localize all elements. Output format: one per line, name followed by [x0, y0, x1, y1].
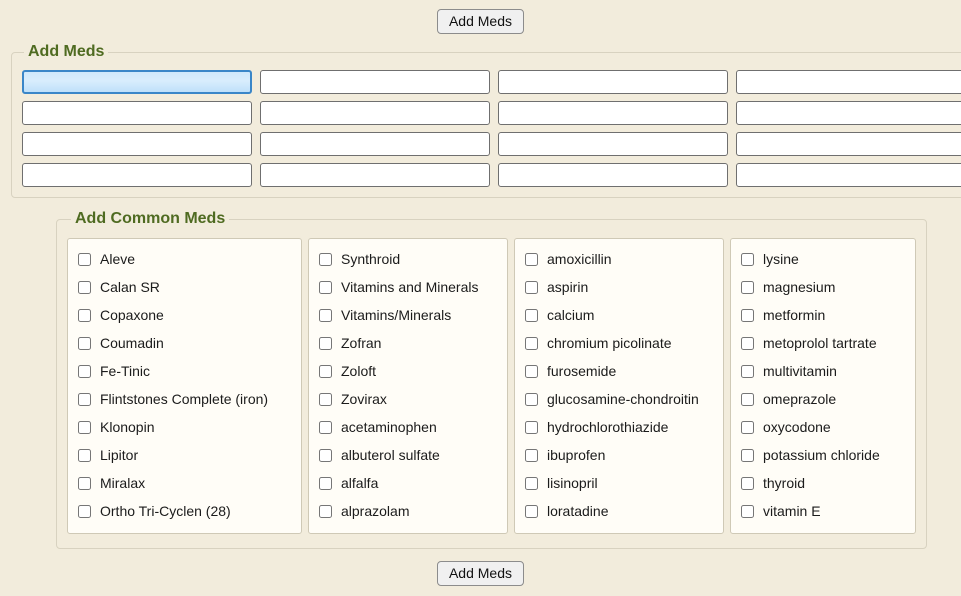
common-med-checkbox[interactable]	[319, 253, 332, 266]
common-med-checkbox[interactable]	[525, 337, 538, 350]
common-med-label[interactable]: omeprazole	[763, 391, 837, 407]
common-med-checkbox[interactable]	[78, 337, 91, 350]
common-med-checkbox[interactable]	[741, 449, 754, 462]
common-med-checkbox[interactable]	[319, 421, 332, 434]
common-med-checkbox[interactable]	[319, 337, 332, 350]
common-med-label[interactable]: acetaminophen	[341, 419, 437, 435]
common-med-row[interactable]	[317, 245, 499, 273]
med-name-input-14[interactable]	[260, 163, 490, 187]
common-med-checkbox[interactable]	[319, 309, 332, 322]
med-name-input-13[interactable]	[22, 163, 252, 187]
common-med-row[interactable]	[76, 245, 293, 273]
common-med-row[interactable]	[317, 385, 499, 413]
med-name-input-4[interactable]	[736, 70, 961, 94]
common-med-label[interactable]: multivitamin	[763, 363, 837, 379]
common-med-label[interactable]: Copaxone	[100, 307, 164, 323]
common-med-checkbox[interactable]	[741, 393, 754, 406]
common-med-label[interactable]: Zoloft	[341, 363, 377, 379]
common-med-checkbox[interactable]	[525, 421, 538, 434]
common-med-checkbox[interactable]	[741, 281, 754, 294]
common-med-label[interactable]: potassium chloride	[763, 447, 880, 463]
common-meds-column-2	[308, 238, 508, 534]
common-med-label[interactable]: lysine	[763, 251, 799, 267]
common-med-row[interactable]	[739, 413, 907, 441]
common-med-row[interactable]	[739, 357, 907, 385]
med-name-input-16[interactable]	[736, 163, 961, 187]
common-med-checkbox[interactable]	[78, 281, 91, 294]
common-med-checkbox[interactable]	[741, 253, 754, 266]
common-med-checkbox[interactable]	[525, 281, 538, 294]
common-med-row[interactable]	[523, 441, 715, 469]
common-med-label[interactable]: lisinopril	[547, 475, 598, 491]
common-med-row[interactable]	[76, 413, 293, 441]
common-med-checkbox[interactable]	[78, 449, 91, 462]
common-med-row[interactable]	[739, 273, 907, 301]
common-med-label[interactable]: Zofran	[341, 335, 382, 351]
med-name-input-1[interactable]	[22, 70, 252, 94]
top-button-row	[0, 0, 961, 34]
common-med-row[interactable]	[739, 441, 907, 469]
common-med-row[interactable]	[76, 301, 293, 329]
common-med-label[interactable]: Fe-Tinic	[100, 363, 151, 379]
common-med-row[interactable]	[523, 329, 715, 357]
common-med-row[interactable]	[523, 273, 715, 301]
common-med-label[interactable]: Zovirax	[341, 391, 387, 407]
common-med-row[interactable]	[523, 357, 715, 385]
common-med-row[interactable]	[76, 497, 293, 525]
common-med-row[interactable]	[76, 273, 293, 301]
add-meds-input-grid	[20, 67, 961, 187]
common-med-label[interactable]: Vitamins/Minerals	[341, 307, 452, 323]
common-med-label[interactable]: alfalfa	[341, 475, 379, 491]
common-med-label[interactable]: Flintstones Complete (iron)	[100, 391, 269, 407]
common-med-row[interactable]	[76, 385, 293, 413]
common-med-checkbox[interactable]	[78, 309, 91, 322]
common-med-row[interactable]	[523, 497, 715, 525]
common-med-row[interactable]	[317, 413, 499, 441]
common-med-label[interactable]: loratadine	[547, 503, 609, 519]
med-name-input-10[interactable]	[260, 132, 490, 156]
add-meds-button-top[interactable]: Add Meds	[437, 9, 524, 34]
common-med-row[interactable]	[739, 469, 907, 497]
common-med-row[interactable]	[739, 301, 907, 329]
common-meds-fieldset	[56, 210, 927, 549]
common-med-row[interactable]	[523, 385, 715, 413]
med-name-input-8[interactable]	[736, 101, 961, 125]
common-med-checkbox[interactable]	[319, 365, 332, 378]
common-med-label[interactable]: albuterol sulfate	[341, 447, 440, 463]
common-med-checkbox[interactable]	[78, 365, 91, 378]
common-med-label[interactable]: aspirin	[547, 279, 589, 295]
common-med-row[interactable]	[739, 385, 907, 413]
common-med-row[interactable]	[317, 357, 499, 385]
common-med-label[interactable]: Calan SR	[100, 279, 160, 295]
common-med-row[interactable]	[739, 497, 907, 525]
common-med-checkbox[interactable]	[525, 309, 538, 322]
common-med-label[interactable]: Synthroid	[341, 251, 401, 267]
common-med-label[interactable]: ibuprofen	[547, 447, 606, 463]
common-med-row[interactable]	[317, 301, 499, 329]
add-meds-fieldset	[11, 43, 961, 198]
common-med-label[interactable]: glucosamine-chondroitin	[547, 391, 699, 407]
common-med-checkbox[interactable]	[525, 253, 538, 266]
bottom-button-row	[0, 549, 961, 586]
common-med-label[interactable]: Lipitor	[100, 447, 139, 463]
common-med-row[interactable]	[523, 245, 715, 273]
common-med-checkbox[interactable]	[525, 477, 538, 490]
common-med-row[interactable]	[76, 469, 293, 497]
common-med-label[interactable]: hydrochlorothiazide	[547, 419, 669, 435]
common-med-label[interactable]: Vitamins and Minerals	[341, 279, 479, 295]
common-med-checkbox[interactable]	[319, 505, 332, 518]
med-name-input-9[interactable]	[22, 132, 252, 156]
common-med-checkbox[interactable]	[78, 477, 91, 490]
med-name-input-5[interactable]	[22, 101, 252, 125]
common-med-checkbox[interactable]	[525, 365, 538, 378]
common-med-checkbox[interactable]	[741, 309, 754, 322]
common-med-checkbox[interactable]	[319, 393, 332, 406]
common-med-label[interactable]: furosemide	[547, 363, 617, 379]
common-med-label[interactable]: Aleve	[100, 251, 136, 267]
med-name-input-3[interactable]	[498, 70, 728, 94]
med-name-input-12[interactable]	[736, 132, 961, 156]
common-med-row[interactable]	[317, 441, 499, 469]
common-med-checkbox[interactable]	[525, 449, 538, 462]
common-med-label[interactable]: chromium picolinate	[547, 335, 672, 351]
common-med-row[interactable]	[317, 329, 499, 357]
common-med-checkbox[interactable]	[741, 477, 754, 490]
common-med-checkbox[interactable]	[78, 421, 91, 434]
common-med-checkbox[interactable]	[78, 505, 91, 518]
med-name-input-2[interactable]	[260, 70, 490, 94]
common-med-row[interactable]	[76, 357, 293, 385]
common-med-checkbox[interactable]	[319, 281, 332, 294]
common-med-checkbox[interactable]	[741, 421, 754, 434]
common-meds-column-4	[730, 238, 916, 534]
med-name-input-11[interactable]	[498, 132, 728, 156]
med-name-input-15[interactable]	[498, 163, 728, 187]
common-med-row[interactable]	[523, 301, 715, 329]
med-name-input-6[interactable]	[260, 101, 490, 125]
common-meds-legend: Add Common Meds	[75, 210, 226, 227]
common-med-label[interactable]: metformin	[763, 307, 826, 323]
common-med-checkbox[interactable]	[741, 505, 754, 518]
common-med-label[interactable]: Ortho Tri-Cyclen (28)	[100, 503, 231, 519]
common-med-row[interactable]	[739, 245, 907, 273]
common-med-checkbox[interactable]	[525, 505, 538, 518]
common-med-label[interactable]: vitamin E	[763, 503, 821, 519]
med-name-input-7[interactable]	[498, 101, 728, 125]
common-med-checkbox[interactable]	[525, 393, 538, 406]
common-med-checkbox[interactable]	[78, 393, 91, 406]
common-med-row[interactable]	[317, 497, 499, 525]
common-med-checkbox[interactable]	[741, 337, 754, 350]
common-med-row[interactable]	[523, 469, 715, 497]
common-med-label[interactable]: Coumadin	[100, 335, 164, 351]
common-med-checkbox[interactable]	[78, 253, 91, 266]
common-meds-columns	[67, 234, 916, 534]
add-meds-button-bottom[interactable]: Add Meds	[437, 561, 524, 586]
common-med-row[interactable]	[523, 413, 715, 441]
common-med-row[interactable]	[739, 329, 907, 357]
common-meds-column-1	[67, 238, 302, 534]
common-med-label[interactable]: metoprolol tartrate	[763, 335, 877, 351]
common-med-label[interactable]: oxycodone	[763, 419, 831, 435]
common-med-label[interactable]: amoxicillin	[547, 251, 612, 267]
common-med-row[interactable]	[76, 329, 293, 357]
common-med-checkbox[interactable]	[319, 477, 332, 490]
common-med-checkbox[interactable]	[319, 449, 332, 462]
common-meds-column-3	[514, 238, 724, 534]
common-med-row[interactable]	[76, 441, 293, 469]
common-med-label[interactable]: calcium	[547, 307, 595, 323]
common-med-label[interactable]: alprazolam	[341, 503, 410, 519]
common-med-checkbox[interactable]	[741, 365, 754, 378]
common-med-label[interactable]: thyroid	[763, 475, 806, 491]
common-med-label[interactable]: Klonopin	[100, 419, 155, 435]
common-med-row[interactable]	[317, 273, 499, 301]
common-med-label[interactable]: magnesium	[763, 279, 836, 295]
common-med-row[interactable]	[317, 469, 499, 497]
add-meds-legend: Add Meds	[28, 43, 105, 60]
common-med-label[interactable]: Miralax	[100, 475, 146, 491]
